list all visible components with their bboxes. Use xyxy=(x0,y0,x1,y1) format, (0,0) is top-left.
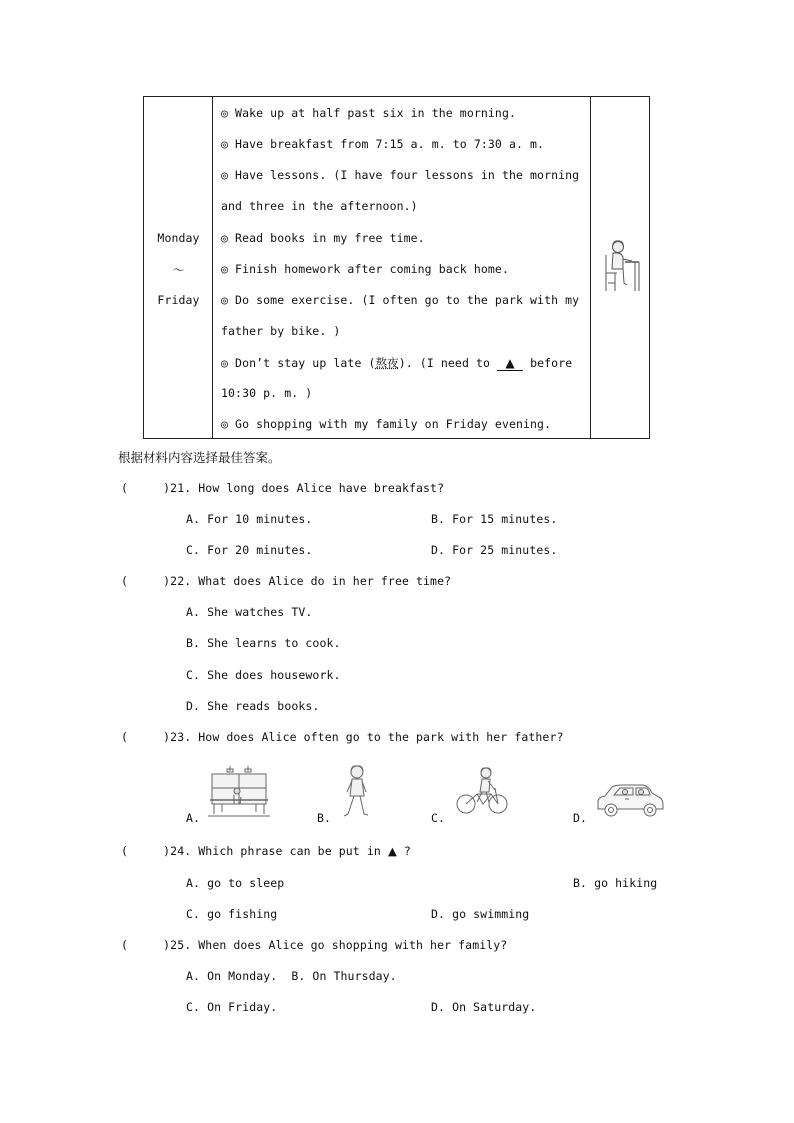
car-icon xyxy=(595,783,665,819)
q21-option-a[interactable]: A. For 10 minutes. xyxy=(186,512,313,526)
q24-option-d[interactable]: D. go swimming xyxy=(431,907,530,921)
question-text: What does Alice do in her free time? xyxy=(198,574,452,588)
day-to-label: Friday xyxy=(157,293,200,307)
tilde-label: ～ xyxy=(172,263,185,277)
q23-option-a[interactable]: A. xyxy=(186,811,201,825)
q22-option-b[interactable]: B. She learns to cook. xyxy=(186,636,341,650)
schedule-table xyxy=(143,96,650,439)
schedule-line-2: ◎ Have breakfast from 7:15 a. m. to 7:30 a. m. xyxy=(221,137,545,151)
question-24 xyxy=(121,844,411,858)
q21-option-b[interactable]: B. For 15 minutes. xyxy=(431,512,558,526)
q24-option-a[interactable]: A. go to sleep xyxy=(186,876,285,890)
question-25 xyxy=(121,938,507,952)
question-mark: ? xyxy=(403,844,411,858)
schedule-line-5: ◎ Read books in my free time. xyxy=(221,231,425,245)
q23-option-c[interactable]: C. xyxy=(431,811,446,825)
q23-option-d[interactable]: D. xyxy=(573,811,588,825)
answer-paren: ( )21. xyxy=(121,481,192,495)
schedule-line-10: 10:30 p. m. ) xyxy=(221,386,313,400)
question-21 xyxy=(121,481,444,495)
q21-option-d[interactable]: D. For 25 minutes. xyxy=(431,543,558,557)
q24-option-c[interactable]: C. go fishing xyxy=(186,907,278,921)
walking-girl-icon xyxy=(339,764,373,820)
instruction-heading: 根据材料内容选择最佳答案。 xyxy=(118,450,281,465)
schedule-line-7: ◎ Do some exercise. (I often go to the park with my xyxy=(221,293,580,307)
q24-option-b[interactable]: B. go hiking xyxy=(573,876,658,890)
girl-at-desk-icon xyxy=(601,239,641,297)
question-text: How does Alice often go to the park with her father? xyxy=(198,730,564,744)
q22-option-a[interactable]: A. She watches TV. xyxy=(186,605,313,619)
answer-paren: ( )22. xyxy=(121,574,192,588)
answer-paren: ( )24. xyxy=(121,844,192,858)
question-text: When does Alice go shopping with her family? xyxy=(198,938,508,952)
line9-part-c: before xyxy=(530,356,573,370)
q22-option-c[interactable]: C. She does housework. xyxy=(186,668,341,682)
answer-blank xyxy=(497,356,523,371)
schedule-line-8: father by bike. ) xyxy=(221,324,341,338)
question-text: How long does Alice have breakfast? xyxy=(198,481,445,495)
q25-option-c[interactable]: C. On Friday. xyxy=(186,1000,278,1014)
schedule-line-3: ◎ Have lessons. (I have four lessons in the morning xyxy=(221,168,580,182)
q25-options-a-b[interactable]: A. On Monday. B. On Thursday. xyxy=(186,969,397,983)
question-22 xyxy=(121,574,451,588)
picture-column xyxy=(590,97,649,438)
schedule-line-1: ◎ Wake up at half past six in the morning. xyxy=(221,106,516,120)
schedule-line-6: ◎ Finish homework after coming back home. xyxy=(221,262,509,276)
schedule-line-4: and three in the afternoon.) xyxy=(221,199,418,213)
line9-part-a: ◎ Don’t stay up late ( xyxy=(221,356,376,370)
line9-chinese: 熬夜 xyxy=(375,356,399,370)
q22-option-d[interactable]: D. She reads books. xyxy=(186,699,320,713)
question-text: Which phrase can be put in xyxy=(198,844,381,858)
answer-paren: ( )23. xyxy=(121,730,192,744)
line9-part-b: ). (I need to xyxy=(398,356,491,370)
q25-option-d[interactable]: D. On Saturday. xyxy=(431,1000,537,1014)
answer-paren: ( )25. xyxy=(121,938,192,952)
question-23 xyxy=(121,730,564,744)
triangle-mark-icon: ▲ xyxy=(387,844,397,858)
triangle-mark-icon: ▲ xyxy=(505,356,515,370)
q23-option-b[interactable]: B. xyxy=(317,811,332,825)
schedule-line-9 xyxy=(221,355,572,371)
schedule-line-11: ◎ Go shopping with my family on Friday evening. xyxy=(221,417,552,431)
day-from-label: Monday xyxy=(157,231,200,245)
girl-on-bicycle-icon xyxy=(455,766,509,818)
q21-option-c[interactable]: C. For 20 minutes. xyxy=(186,543,313,557)
subway-train-icon xyxy=(208,764,270,818)
